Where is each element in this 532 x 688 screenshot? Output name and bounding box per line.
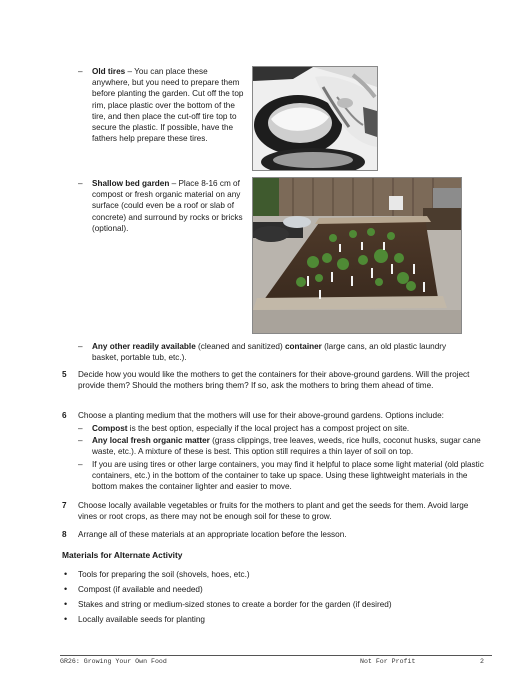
step-text: Choose locally available vegetables or fruits for the mothers to plant and get the seeds for them. Avoid large vines or root crops, as there may not be enough soil for these to grow. <box>78 501 469 522</box>
garden-photo-illustration <box>253 178 461 333</box>
list-dash: – <box>78 460 83 469</box>
footer-not-for-profit: Not For Profit <box>360 658 416 665</box>
list-bullet: • <box>64 614 68 624</box>
step-number: 6 <box>62 411 67 420</box>
step-text: Choose a planting medium that the mothers will use for their above-ground gardens. Options include: <box>78 411 444 420</box>
materials-item: Tools for preparing the soil (shovels, hoes, etc.) <box>78 570 250 579</box>
old-tires-item <box>92 66 246 144</box>
list-dash: – <box>78 424 83 433</box>
step-number: 7 <box>62 501 67 510</box>
footer-title: GR26: Growing Your Own Food <box>60 658 167 665</box>
other-container-text: (large cans, an old plastic laundry basket, portable tub, etc.). <box>92 342 447 363</box>
option-large-containers: If you are using tires or other large containers, you may find it helpful to place some light material (old plastic containers, etc.) in the bottom of the container to take up space. Using these lightweight materials in the bottom makes the container lighter and easier to move. <box>92 460 484 492</box>
option-text: is the best option, especially if the local project has a compost project on site. <box>127 424 410 433</box>
option-compost <box>92 423 482 434</box>
tire-photo <box>252 66 378 171</box>
other-container-item <box>92 341 472 363</box>
other-container-title-2: container <box>284 342 322 351</box>
materials-item: Stakes and string or medium-sized stones to create a border for the garden (if desired) <box>78 600 392 609</box>
option-bold: Compost <box>92 424 128 433</box>
footer-divider <box>60 655 492 656</box>
list-bullet: • <box>64 569 68 579</box>
option-organic-matter <box>92 435 482 457</box>
other-container-title-1: Any other readily available <box>92 342 196 351</box>
shallow-bed-text: – Place 8-16 cm of compost or fresh organic material on any surface (could even be a roof or slab of concrete) and surround by rocks or bricks (optional). <box>92 179 243 233</box>
page-number: 2 <box>480 658 484 665</box>
materials-heading: Materials for Alternate Activity <box>62 550 183 560</box>
list-dash: – <box>78 436 83 445</box>
step-number: 5 <box>62 370 67 379</box>
garden-photo <box>252 177 462 334</box>
shallow-bed-item <box>92 178 246 234</box>
shallow-bed-title: Shallow bed garden <box>92 179 170 188</box>
list-dash: – <box>78 179 83 188</box>
materials-item: Locally available seeds for planting <box>78 615 205 624</box>
old-tires-text: – You can place these anywhere, but you need to prepare them before planting the garden. Cut off the top rim, place plastic over the bottom of the tire, and then place the cut-off tire top to secure the plastic. If possible, have the fathers help prepare these tires. <box>92 67 244 144</box>
option-bold: Any local fresh organic matter <box>92 436 210 445</box>
option-text: (grass clippings, tree leaves, weeds, rice hulls, coconut husks, sugar cane waste, etc.). A mixture of these is best. This option still requires a thin layer of soil on top. <box>92 436 481 457</box>
list-bullet: • <box>64 599 68 609</box>
step-number: 8 <box>62 530 67 539</box>
tire-photo-illustration <box>253 67 377 170</box>
step-text: Arrange all of these materials at an appropriate location before the lesson. <box>78 530 347 539</box>
list-dash: – <box>78 342 83 351</box>
other-container-mid: (cleaned and sanitized) <box>195 342 285 351</box>
list-bullet: • <box>64 584 68 594</box>
step-text: Decide how you would like the mothers to get the containers for their above-ground gardens. Will the project provide them? Should the mothers bring them? If so, ask the mothers to bring them ahead of time. <box>78 370 470 391</box>
materials-item: Compost (if available and needed) <box>78 585 203 594</box>
list-dash: – <box>78 67 83 76</box>
old-tires-title: Old tires <box>92 67 126 76</box>
